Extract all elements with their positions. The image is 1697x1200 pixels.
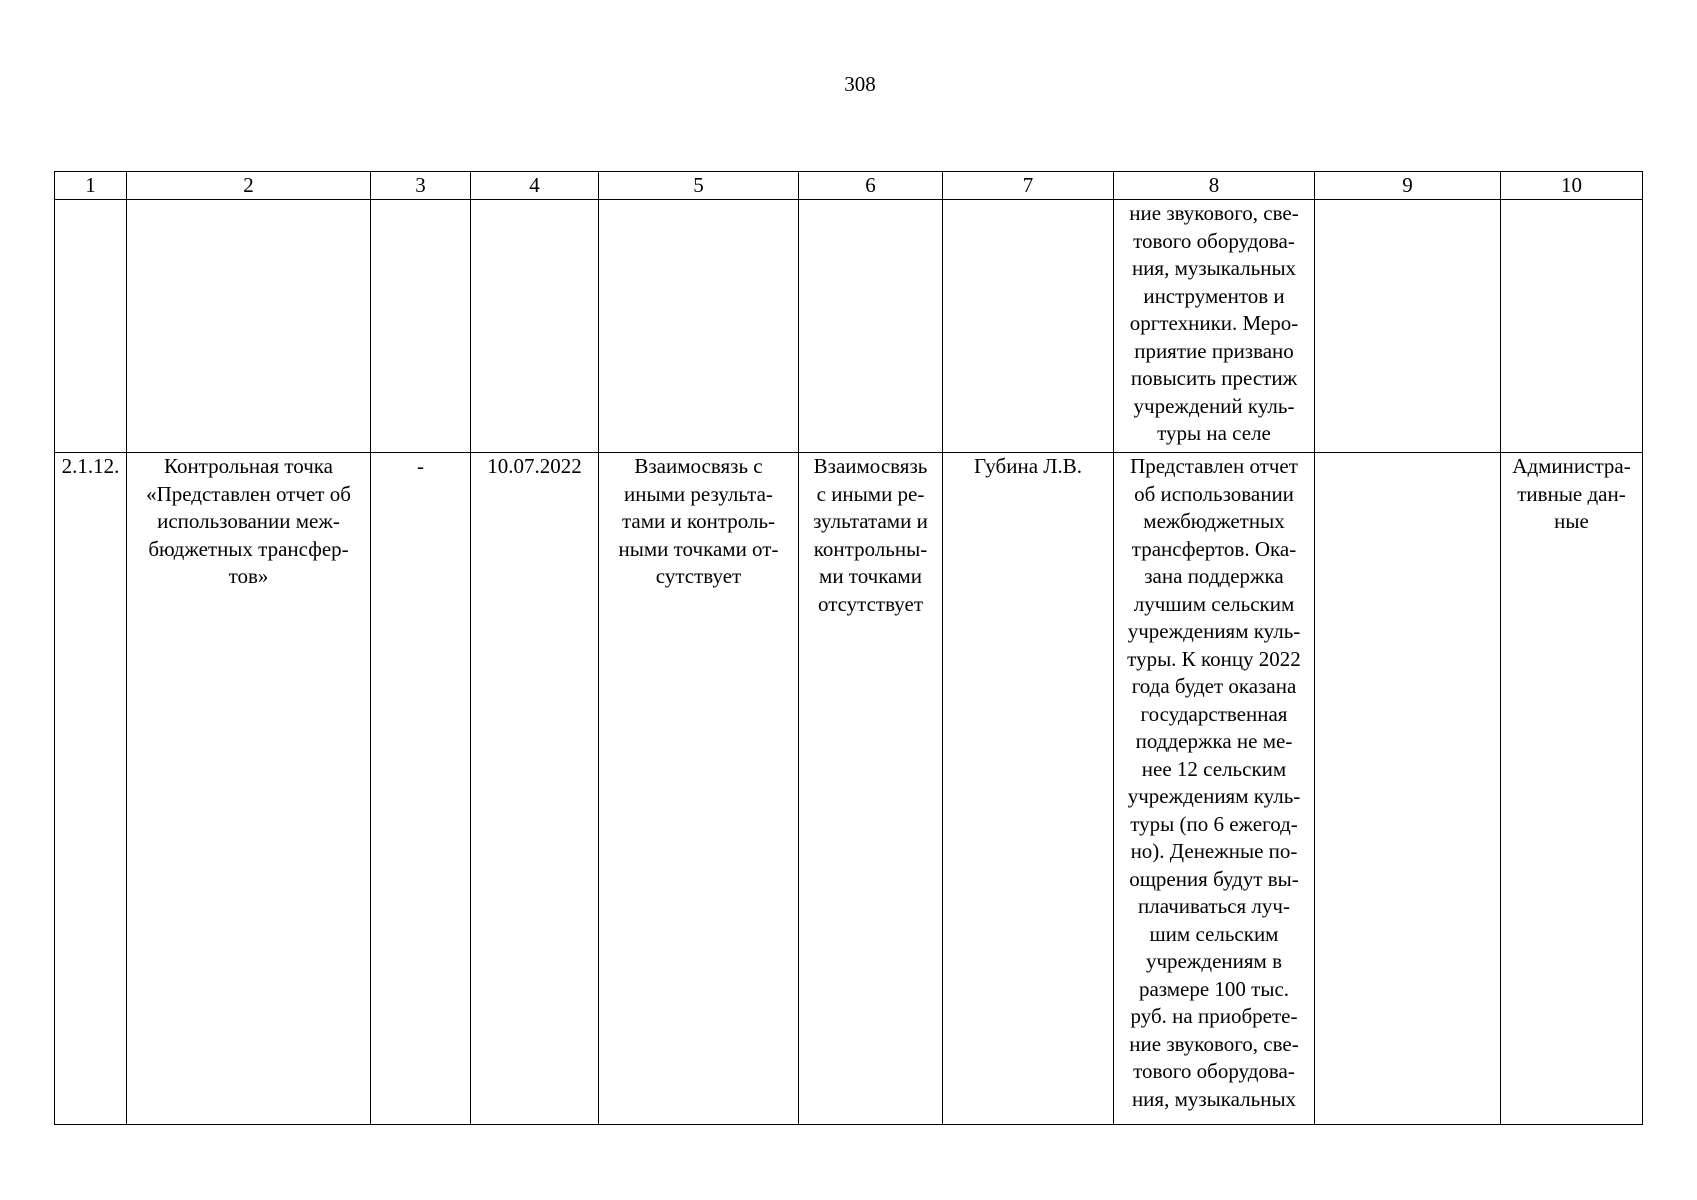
start-date-cell [371,453,471,1125]
result-description-cell [1114,453,1315,1125]
cell [1315,200,1501,453]
header-cell-2: 2 [127,172,371,200]
checkpoint-name-cell [127,453,371,1125]
number-cell [55,453,127,1125]
table-row [55,453,1643,1125]
checkpoint-name: Контрольная точка «Представлен отчет об использовании меж- бюджетных трансфер- тов» [146,454,351,588]
cell [943,200,1114,453]
header-cell-10: 10 [1501,172,1643,200]
responsible-person: Губина Л.В. [973,454,1083,478]
header-cell-9: 9 [1315,172,1501,200]
header-cell-7: 7 [943,172,1114,200]
cell [471,200,599,453]
header-cell-1: 1 [55,172,127,200]
header-cell-5: 5 [599,172,799,200]
document-table [54,171,1643,1125]
cell [599,200,799,453]
cell [799,200,943,453]
information-system: Администра- тивные дан- ные [1512,454,1631,533]
table-header-row [55,172,1643,200]
row-number: 2.1.12. [61,454,120,478]
result-description-cell [1114,200,1315,453]
responsible-cell [943,453,1114,1125]
start-date: - [417,454,424,478]
cell [371,200,471,453]
table-row-continued [55,200,1643,453]
header-cell-3: 3 [371,172,471,200]
document-type-cell [1315,453,1501,1125]
result-description-text: Представлен отчет об использовании межбюджетных трансфертов. Ока- зана поддержка лучшим сельским учреждениям куль- туры. К концу 2022 года будет оказана государственная поддержка не ме- нее 12 сельским учреждениям куль- туры (по 6 ежегод- но). Денежные по- ощрения будут вы- плачиваться луч- шим сельским учреждениям в размере 100 тыс. руб. на приобрете- ние звукового, све- тового оборудова- ния, музыкальных [1127,454,1301,1111]
end-date-cell [471,453,599,1125]
predecessor-text: Взаимосвязь с иными результа- тами и контроль- ными точками от- сутствует [618,454,779,588]
successor-text: Взаимосвязь с иными ре- зультатами и контрольны- ми точками отсутствует [813,454,928,616]
cell [127,200,371,453]
cell [1501,200,1643,453]
page-number: 308 [844,72,876,96]
header-cell-4: 4 [471,172,599,200]
end-date: 10.07.2022 [487,454,582,478]
result-description-text: ние звукового, све- тового оборудова- ния, музыкальных инструментов и оргтехники. Меро- приятие призвано повысить престиж учреждений куль- туры на селе [1129,201,1299,445]
header-cell-6: 6 [799,172,943,200]
header-cell-8: 8 [1114,172,1315,200]
information-system-cell [1501,453,1643,1125]
successor-cell [799,453,943,1125]
cell [55,200,127,453]
predecessor-cell [599,453,799,1125]
